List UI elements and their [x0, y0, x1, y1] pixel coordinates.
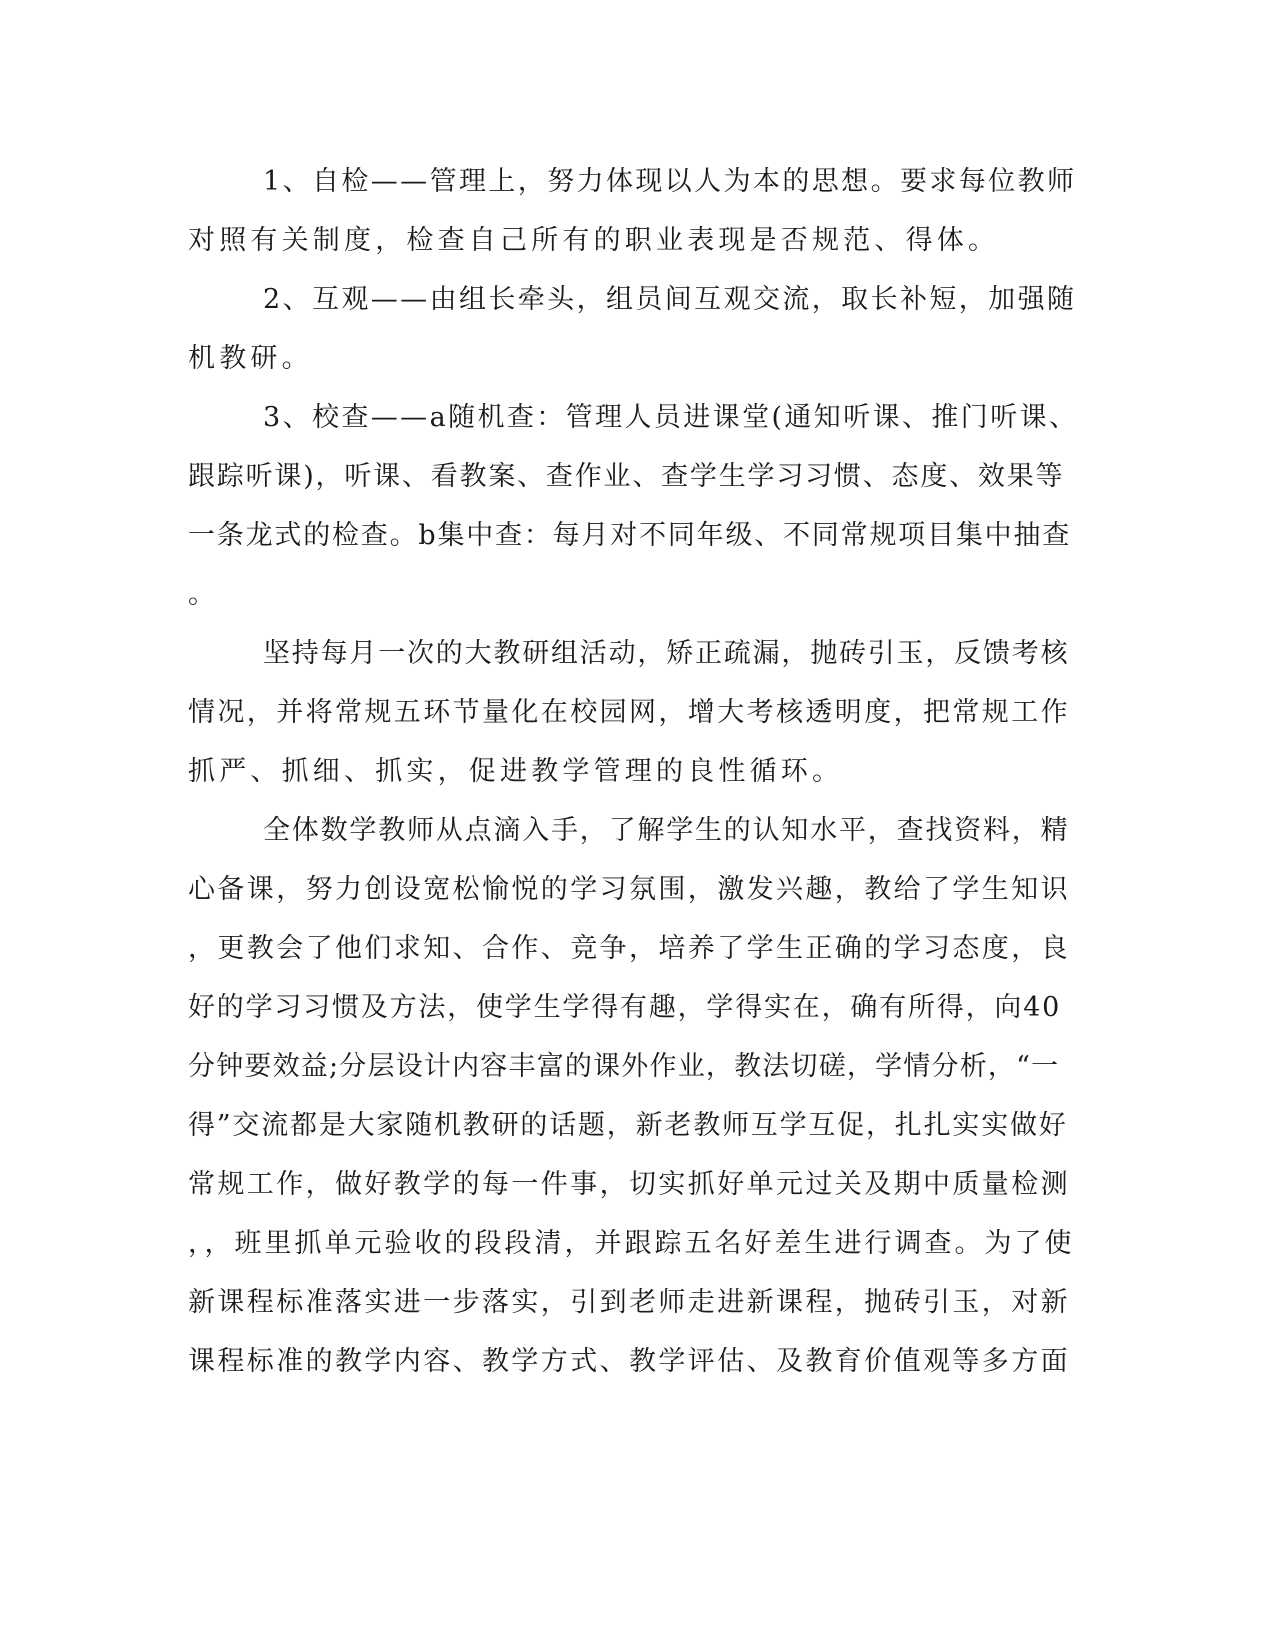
text-line: ，更教会了他们求知、合作、竞争，培养了学生正确的学习态度，良: [188, 933, 1070, 964]
text-line: 新课程标准落实进一步落实，引到老师走进新课程，抛砖引玉，对新: [188, 1287, 1070, 1318]
text-line: 抓严、抓细、抓实，促进教学管理的良性循环。: [188, 756, 844, 787]
text-line: 1、自检——管理上，努力体现以人为本的思想。要求每位教师: [263, 166, 1077, 197]
text-line: 心备课，努力创设宽松愉悦的学习氛围，激发兴趣，教给了学生知识: [188, 874, 1070, 905]
text-line: 全体数学教师从点滴入手，了解学生的认知水平，查找资料，精: [263, 815, 1070, 846]
text-line: 对照有关制度，检查自己所有的职业表现是否规范、得体。: [188, 225, 1000, 256]
text-line: 课程标准的教学内容、教学方式、教学评估、及教育价值观等多方面: [188, 1346, 1070, 1377]
text-line: ，，班里抓单元验收的段段清，并跟踪五名好差生进行调查。为了使: [188, 1228, 1075, 1259]
text-line: 。: [188, 579, 220, 610]
text-line: 好的学习习惯及方法，使学生学得有趣，学得实在，确有所得，向40: [188, 992, 1062, 1023]
text-line: 2、互观——由组长牵头，组员间互观交流，取长补短，加强随: [263, 284, 1077, 315]
text-line: 坚持每月一次的大教研组活动，矫正疏漏，抛砖引玉，反馈考核: [263, 638, 1070, 669]
text-line: 得”交流都是大家随机教研的话题，新老教师互学互促，扎扎实实做好: [188, 1110, 1068, 1141]
text-line: 分钟要效益;分层设计内容丰富的课外作业，教法切磋，学情分析，“一: [188, 1051, 1060, 1082]
text-line: 常规工作，做好教学的每一件事，切实抓好单元过关及期中质量检测: [188, 1169, 1070, 1200]
text-line: 3、校查——a随机查：管理人员进课堂(通知听课、推门听课、: [263, 402, 1079, 433]
text-line: 机教研。: [188, 343, 313, 374]
text-line: 情况，并将常规五环节量化在校园网，增大考核透明度，把常规工作: [188, 697, 1070, 728]
text-line: 一条龙式的检查。b集中查：每月对不同年级、不同常规项目集中抽查: [188, 520, 1072, 551]
text-line: 跟踪听课)，听课、看教案、查作业、查学生学习习惯、态度、效果等: [188, 461, 1065, 492]
